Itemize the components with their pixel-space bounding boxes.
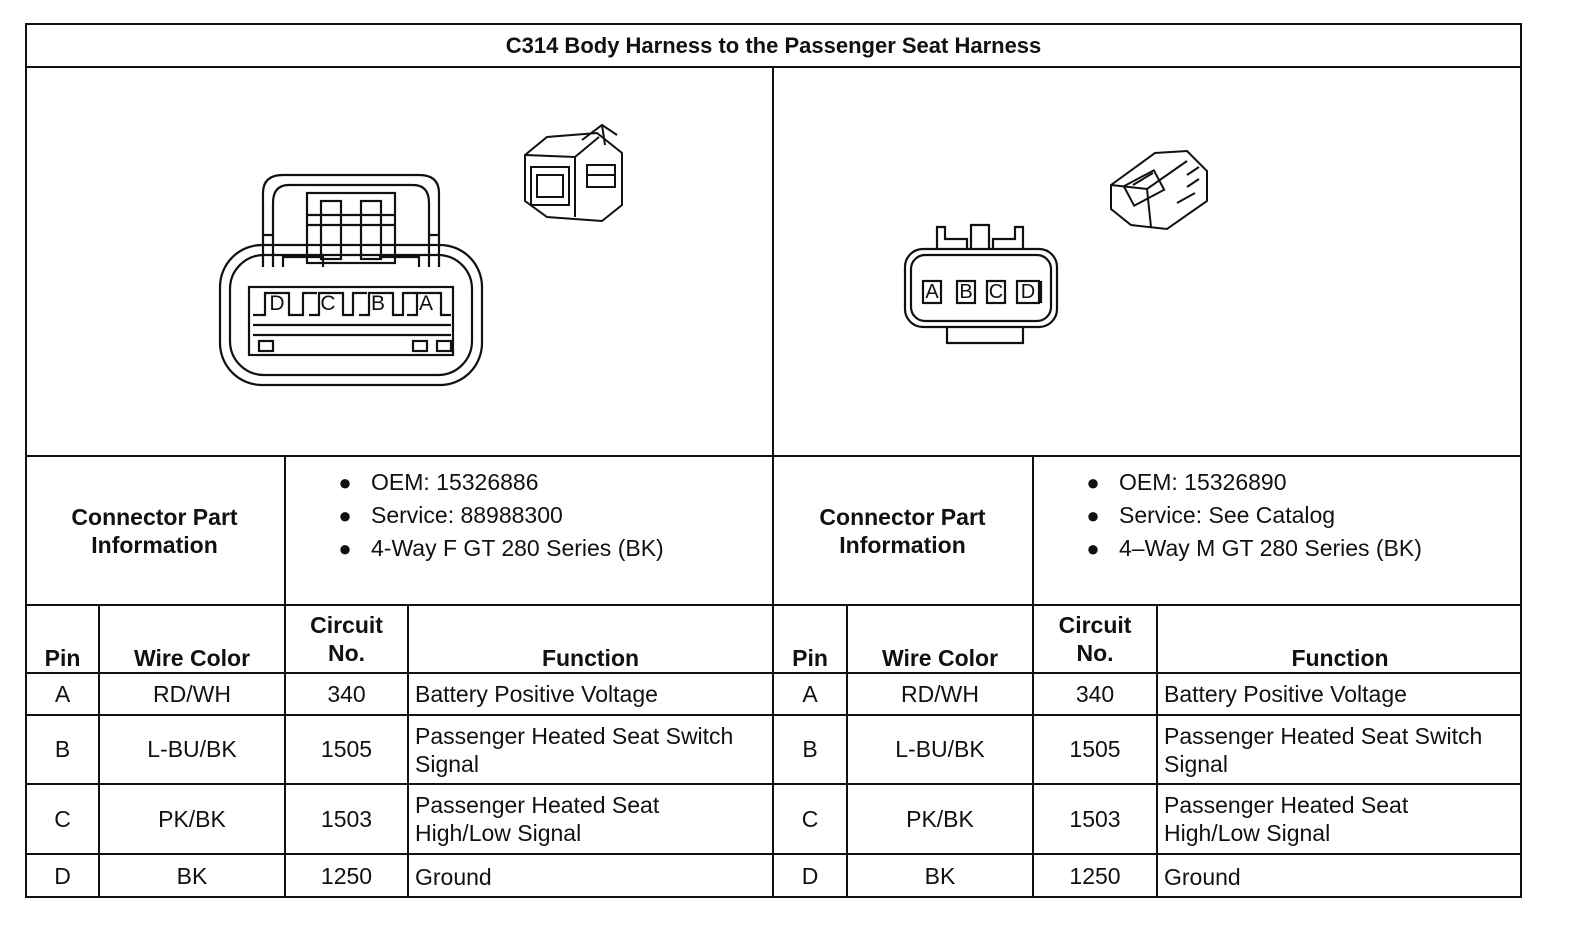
left-row-d-function: Ground — [415, 863, 492, 890]
left-part-bullets — [319, 466, 664, 565]
right-row-a-function: Battery Positive Voltage — [1164, 681, 1407, 707]
right-row-c-function: Passenger Heated Seat High/Low Signal — [1164, 792, 1409, 846]
left-row-c-pin: C — [54, 805, 71, 832]
male-connector-3d-icon — [27, 25, 1524, 455]
left-row-a-circuit: 340 — [327, 680, 366, 707]
left-row-d-pin: D — [54, 863, 71, 889]
right-row-a-circuit: 340 — [1075, 680, 1115, 707]
right-bullet-series: ● 4–Way M GT 280 Series (BK) — [1086, 535, 1422, 561]
right-connector-part-label: Connector Part Information — [819, 503, 986, 558]
right-row-b-circuit: 1505 — [1069, 736, 1121, 762]
female-pin-label-c: C — [320, 292, 336, 315]
right-row-d-wire: BK — [924, 863, 956, 889]
right-header-pin: Pin — [792, 645, 828, 671]
right-header-function: Function — [1291, 645, 1389, 671]
male-pin-label-b: B — [959, 280, 973, 303]
left-bullet-service: ● Service: 88988300 — [338, 502, 563, 528]
right-row-c-pin: C — [801, 805, 819, 832]
left-row-c-wire: PK/BK — [158, 805, 226, 832]
right-row-a-pin: A — [802, 680, 818, 707]
left-bullet-series: ● 4-Way F GT 280 Series (BK) — [338, 535, 664, 561]
female-pin-label-d: D — [269, 292, 285, 315]
left-row-b-wire: L-BU/BK — [147, 736, 237, 762]
right-row-b-pin: B — [802, 736, 818, 762]
right-part-bullets — [1067, 466, 1422, 565]
left-row-b-circuit: 1505 — [320, 736, 373, 762]
female-pin-label-b: B — [370, 292, 385, 315]
left-header-circuit: Circuit No. — [310, 612, 383, 666]
right-row-d-function: Ground — [1164, 863, 1241, 890]
left-row-b-pin: B — [54, 736, 71, 762]
right-row-d-circuit: 1250 — [1069, 863, 1121, 889]
left-row-c-circuit: 1503 — [320, 805, 373, 832]
left-row-c-function: Passenger Heated Seat High/Low Signal — [415, 792, 660, 846]
female-pin-label-a: A — [418, 292, 433, 315]
left-row-b-function: Passenger Heated Seat Switch Signal — [415, 722, 734, 777]
right-bullet-oem: ● OEM: 15326890 — [1086, 469, 1287, 495]
right-header-wire-color: Wire Color — [881, 645, 999, 671]
sheet-title: C314 Body Harness to the Passenger Seat Harness — [27, 25, 1520, 68]
right-bullet-service: ● Service: See Catalog — [1086, 502, 1336, 528]
left-row-d-wire: BK — [176, 863, 208, 889]
left-row-a-function: Battery Positive Voltage — [415, 681, 658, 707]
male-pin-label-d: D — [1020, 280, 1036, 303]
right-row-c-circuit: 1503 — [1069, 805, 1121, 832]
right-row-b-function: Passenger Heated Seat Switch Signal — [1164, 722, 1483, 777]
right-header-circuit: Circuit No. — [1058, 612, 1132, 666]
left-row-a-wire: RD/WH — [153, 680, 231, 707]
right-row-d-pin: D — [801, 863, 819, 889]
left-connector-part-label: Connector Part Information — [71, 503, 238, 558]
left-bullet-oem: ● OEM: 15326886 — [338, 469, 539, 495]
left-header-function: Function — [541, 645, 640, 671]
right-row-b-wire: L-BU/BK — [895, 736, 985, 762]
pinout-sheet — [25, 23, 1522, 898]
left-header-wire-color: Wire Color — [133, 645, 251, 671]
left-header-pin: Pin — [44, 645, 81, 671]
right-row-a-wire: RD/WH — [901, 680, 979, 707]
right-row-c-wire: PK/BK — [906, 805, 974, 832]
left-row-d-circuit: 1250 — [320, 863, 373, 889]
male-pin-label-c: C — [988, 280, 1004, 303]
male-pin-label-a: A — [925, 280, 939, 303]
left-row-a-pin: A — [54, 680, 71, 707]
